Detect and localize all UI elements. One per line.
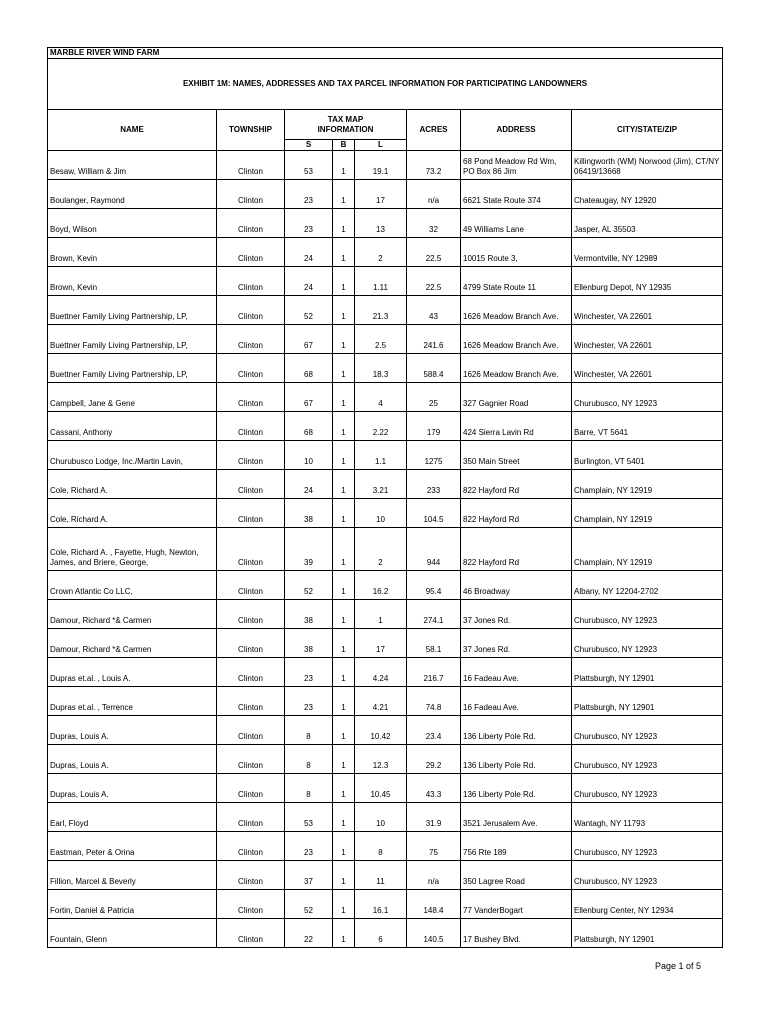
cell-township: Clinton	[217, 600, 285, 629]
table-row	[48, 803, 723, 832]
cell-s: 68	[285, 354, 333, 383]
cell-l: 11	[355, 861, 407, 890]
col-header-name: NAME	[48, 110, 217, 151]
cell-address: 4799 State Route 11	[461, 267, 572, 296]
table-row	[48, 151, 723, 180]
cell-l: 10.42	[355, 716, 407, 745]
cell-b: 1	[333, 861, 355, 890]
table-row	[48, 499, 723, 528]
cell-l: 6	[355, 919, 407, 948]
cell-address: 136 Liberty Pole Rd.	[461, 774, 572, 803]
cell-township: Clinton	[217, 296, 285, 325]
table-row	[48, 354, 723, 383]
cell-acres: 23.4	[407, 716, 461, 745]
cell-b: 1	[333, 716, 355, 745]
cell-name: Buettner Family Living Partnership, LP,	[48, 354, 217, 383]
cell-b: 1	[333, 238, 355, 267]
col-header-l: L	[355, 140, 407, 151]
cell-township: Clinton	[217, 441, 285, 470]
cell-b: 1	[333, 499, 355, 528]
cell-l: 1.1	[355, 441, 407, 470]
cell-address: 49 Williams Lane	[461, 209, 572, 238]
cell-acres: 216.7	[407, 658, 461, 687]
cell-l: 21.3	[355, 296, 407, 325]
cell-acres: n/a	[407, 861, 461, 890]
cell-address: 822 Hayford Rd	[461, 470, 572, 499]
landowner-sheet	[47, 47, 722, 948]
cell-address: 136 Liberty Pole Rd.	[461, 716, 572, 745]
cell-city: Champlain, NY 12919	[572, 528, 723, 571]
cell-city: Killingworth (WM) Norwood (Jim), CT/NY 06419/13668	[572, 151, 723, 180]
table-row	[48, 383, 723, 412]
cell-city: Winchester, VA 22601	[572, 296, 723, 325]
cell-b: 1	[333, 600, 355, 629]
cell-acres: 233	[407, 470, 461, 499]
cell-b: 1	[333, 441, 355, 470]
cell-name: Dupras, Louis A.	[48, 745, 217, 774]
cell-s: 23	[285, 687, 333, 716]
cell-l: 18.3	[355, 354, 407, 383]
cell-b: 1	[333, 296, 355, 325]
cell-township: Clinton	[217, 832, 285, 861]
cell-name: Cassani, Anthony	[48, 412, 217, 441]
cell-s: 23	[285, 180, 333, 209]
cell-s: 8	[285, 745, 333, 774]
cell-l: 19.1	[355, 151, 407, 180]
cell-b: 1	[333, 832, 355, 861]
cell-l: 17	[355, 629, 407, 658]
cell-address: 822 Hayford Rd	[461, 528, 572, 571]
cell-city: Albany, NY 12204-2702	[572, 571, 723, 600]
cell-township: Clinton	[217, 774, 285, 803]
table-row	[48, 861, 723, 890]
cell-acres: 32	[407, 209, 461, 238]
cell-acres: 31.9	[407, 803, 461, 832]
cell-township: Clinton	[217, 325, 285, 354]
cell-acres: 25	[407, 383, 461, 412]
cell-address: 17 Bushey Blvd.	[461, 919, 572, 948]
table-row	[48, 325, 723, 354]
cell-s: 23	[285, 209, 333, 238]
cell-acres: 95.4	[407, 571, 461, 600]
cell-acres: 274.1	[407, 600, 461, 629]
cell-name: Crown Atlantic Co LLC,	[48, 571, 217, 600]
col-header-township: TOWNSHIP	[217, 110, 285, 151]
cell-address: 1626 Meadow Branch Ave.	[461, 325, 572, 354]
cell-b: 1	[333, 890, 355, 919]
cell-address: 424 Sierra Lavin Rd	[461, 412, 572, 441]
table-row	[48, 600, 723, 629]
cell-acres: 140.5	[407, 919, 461, 948]
cell-name: Churubusco Lodge, Inc./Martin Lavin,	[48, 441, 217, 470]
cell-acres: n/a	[407, 180, 461, 209]
cell-s: 67	[285, 325, 333, 354]
cell-township: Clinton	[217, 528, 285, 571]
cell-b: 1	[333, 774, 355, 803]
cell-name: Cole, Richard A.	[48, 470, 217, 499]
cell-s: 8	[285, 716, 333, 745]
cell-township: Clinton	[217, 716, 285, 745]
cell-name: Dupras et.al. , Louis A.	[48, 658, 217, 687]
cell-address: 16 Fadeau Ave.	[461, 658, 572, 687]
cell-s: 37	[285, 861, 333, 890]
cell-address: 37 Jones Rd.	[461, 629, 572, 658]
cell-s: 39	[285, 528, 333, 571]
cell-township: Clinton	[217, 803, 285, 832]
cell-acres: 74.8	[407, 687, 461, 716]
table-row	[48, 267, 723, 296]
cell-l: 4.24	[355, 658, 407, 687]
cell-township: Clinton	[217, 745, 285, 774]
cell-b: 1	[333, 180, 355, 209]
cell-city: Champlain, NY 12919	[572, 499, 723, 528]
cell-township: Clinton	[217, 687, 285, 716]
table-row	[48, 528, 723, 571]
cell-address: 1626 Meadow Branch Ave.	[461, 354, 572, 383]
cell-township: Clinton	[217, 499, 285, 528]
cell-s: 38	[285, 600, 333, 629]
cell-b: 1	[333, 803, 355, 832]
cell-l: 3.21	[355, 470, 407, 499]
cell-township: Clinton	[217, 412, 285, 441]
cell-address: 327 Gagnier Road	[461, 383, 572, 412]
cell-acres: 73.2	[407, 151, 461, 180]
cell-b: 1	[333, 528, 355, 571]
cell-s: 52	[285, 296, 333, 325]
cell-b: 1	[333, 151, 355, 180]
cell-acres: 179	[407, 412, 461, 441]
cell-name: Cole, Richard A. , Fayette, Hugh, Newton, James, and Briere, George,	[48, 528, 217, 571]
cell-l: 16.1	[355, 890, 407, 919]
cell-b: 1	[333, 745, 355, 774]
cell-township: Clinton	[217, 209, 285, 238]
cell-s: 38	[285, 629, 333, 658]
cell-acres: 29.2	[407, 745, 461, 774]
table-row	[48, 441, 723, 470]
cell-city: Champlain, NY 12919	[572, 470, 723, 499]
cell-name: Campbell, Jane & Gene	[48, 383, 217, 412]
cell-l: 10	[355, 803, 407, 832]
cell-city: Ellenburg Center, NY 12934	[572, 890, 723, 919]
cell-city: Churubusco, NY 12923	[572, 629, 723, 658]
col-header-address: ADDRESS	[461, 110, 572, 151]
cell-b: 1	[333, 412, 355, 441]
cell-name: Brown, Kevin	[48, 267, 217, 296]
cell-city: Chateaugay, NY 12920	[572, 180, 723, 209]
col-header-acres: ACRES	[407, 110, 461, 151]
cell-name: Fillion, Marcel & Beverly	[48, 861, 217, 890]
cell-b: 1	[333, 919, 355, 948]
table-row	[48, 296, 723, 325]
cell-acres: 75	[407, 832, 461, 861]
cell-name: Dupras, Louis A.	[48, 716, 217, 745]
cell-city: Churubusco, NY 12923	[572, 861, 723, 890]
cell-s: 23	[285, 832, 333, 861]
table-row	[48, 571, 723, 600]
cell-b: 1	[333, 354, 355, 383]
cell-city: Churubusco, NY 12923	[572, 832, 723, 861]
cell-b: 1	[333, 658, 355, 687]
cell-l: 2.22	[355, 412, 407, 441]
cell-b: 1	[333, 325, 355, 354]
table-row	[48, 774, 723, 803]
col-header-b: B	[333, 140, 355, 151]
table-row	[48, 470, 723, 499]
table-body	[48, 151, 723, 948]
cell-township: Clinton	[217, 180, 285, 209]
table-row	[48, 180, 723, 209]
table-row	[48, 919, 723, 948]
cell-address: 350 Main Street	[461, 441, 572, 470]
cell-s: 24	[285, 238, 333, 267]
cell-city: Plattsburgh, NY 12901	[572, 919, 723, 948]
cell-s: 52	[285, 890, 333, 919]
cell-address: 3521 Jerusalem Ave.	[461, 803, 572, 832]
landowner-table	[47, 47, 723, 948]
cell-acres: 43.3	[407, 774, 461, 803]
table-row	[48, 658, 723, 687]
cell-name: Fountain, Glenn	[48, 919, 217, 948]
cell-city: Wantagh, NY 11793	[572, 803, 723, 832]
cell-b: 1	[333, 383, 355, 412]
cell-address: 10015 Route 3,	[461, 238, 572, 267]
cell-acres: 104.5	[407, 499, 461, 528]
cell-city: Jasper, AL 35503	[572, 209, 723, 238]
cell-l: 1	[355, 600, 407, 629]
cell-city: Churubusco, NY 12923	[572, 600, 723, 629]
cell-l: 2.5	[355, 325, 407, 354]
cell-acres: 148.4	[407, 890, 461, 919]
cell-name: Besaw, William & Jim	[48, 151, 217, 180]
cell-s: 38	[285, 499, 333, 528]
cell-name: Buettner Family Living Partnership, LP,	[48, 325, 217, 354]
table-row	[48, 629, 723, 658]
cell-name: Boulanger, Raymond	[48, 180, 217, 209]
cell-s: 10	[285, 441, 333, 470]
cell-l: 12.3	[355, 745, 407, 774]
cell-address: 1626 Meadow Branch Ave.	[461, 296, 572, 325]
cell-l: 16.2	[355, 571, 407, 600]
cell-s: 22	[285, 919, 333, 948]
table-row	[48, 209, 723, 238]
cell-name: Fortin, Daniel & Patricia	[48, 890, 217, 919]
cell-s: 52	[285, 571, 333, 600]
exhibit-title: EXHIBIT 1M: NAMES, ADDRESSES AND TAX PARCEL INFORMATION FOR PARTICIPATING LANDOWNERS	[48, 59, 723, 110]
cell-s: 24	[285, 470, 333, 499]
cell-city: Churubusco, NY 12923	[572, 716, 723, 745]
cell-township: Clinton	[217, 267, 285, 296]
cell-acres: 22.5	[407, 238, 461, 267]
cell-acres: 43	[407, 296, 461, 325]
cell-city: Ellenburg Depot, NY 12935	[572, 267, 723, 296]
cell-address: 350 Lagree Road	[461, 861, 572, 890]
farm-title: MARBLE RIVER WIND FARM	[48, 48, 723, 59]
cell-township: Clinton	[217, 383, 285, 412]
cell-l: 10	[355, 499, 407, 528]
cell-city: Churubusco, NY 12923	[572, 774, 723, 803]
col-header-s: S	[285, 140, 333, 151]
cell-address: 16 Fadeau Ave.	[461, 687, 572, 716]
cell-l: 4.21	[355, 687, 407, 716]
cell-l: 2	[355, 528, 407, 571]
cell-name: Dupras, Louis A.	[48, 774, 217, 803]
cell-l: 2	[355, 238, 407, 267]
cell-acres: 1275	[407, 441, 461, 470]
cell-township: Clinton	[217, 629, 285, 658]
cell-name: Brown, Kevin	[48, 238, 217, 267]
cell-s: 23	[285, 658, 333, 687]
cell-city: Barre, VT 5641	[572, 412, 723, 441]
cell-b: 1	[333, 470, 355, 499]
cell-s: 67	[285, 383, 333, 412]
cell-city: Winchester, VA 22601	[572, 325, 723, 354]
cell-b: 1	[333, 571, 355, 600]
cell-b: 1	[333, 629, 355, 658]
cell-s: 24	[285, 267, 333, 296]
cell-s: 68	[285, 412, 333, 441]
cell-address: 822 Hayford Rd	[461, 499, 572, 528]
cell-name: Damour, Richard *& Carmen	[48, 629, 217, 658]
cell-l: 1.11	[355, 267, 407, 296]
cell-address: 37 Jones Rd.	[461, 600, 572, 629]
cell-b: 1	[333, 687, 355, 716]
cell-address: 77 VanderBogart	[461, 890, 572, 919]
cell-s: 8	[285, 774, 333, 803]
table-row	[48, 412, 723, 441]
cell-township: Clinton	[217, 919, 285, 948]
cell-township: Clinton	[217, 238, 285, 267]
cell-address: 136 Liberty Pole Rd.	[461, 745, 572, 774]
table-row	[48, 832, 723, 861]
cell-name: Buettner Family Living Partnership, LP,	[48, 296, 217, 325]
table-row	[48, 745, 723, 774]
cell-acres: 22.5	[407, 267, 461, 296]
cell-city: Winchester, VA 22601	[572, 354, 723, 383]
cell-city: Burlington, VT 5401	[572, 441, 723, 470]
cell-l: 10.45	[355, 774, 407, 803]
cell-township: Clinton	[217, 890, 285, 919]
cell-township: Clinton	[217, 470, 285, 499]
cell-township: Clinton	[217, 354, 285, 383]
cell-address: 6621 State Route 374	[461, 180, 572, 209]
cell-township: Clinton	[217, 151, 285, 180]
cell-township: Clinton	[217, 658, 285, 687]
cell-township: Clinton	[217, 861, 285, 890]
cell-city: Plattsburgh, NY 12901	[572, 687, 723, 716]
cell-city: Churubusco, NY 12923	[572, 383, 723, 412]
cell-b: 1	[333, 209, 355, 238]
cell-acres: 241.6	[407, 325, 461, 354]
cell-city: Plattsburgh, NY 12901	[572, 658, 723, 687]
cell-name: Boyd, Wilson	[48, 209, 217, 238]
cell-name: Damour, Richard *& Carmen	[48, 600, 217, 629]
cell-name: Earl, Floyd	[48, 803, 217, 832]
table-row	[48, 238, 723, 267]
cell-b: 1	[333, 267, 355, 296]
cell-address: 46 Broadway	[461, 571, 572, 600]
cell-name: Eastman, Peter & Orina	[48, 832, 217, 861]
cell-township: Clinton	[217, 571, 285, 600]
cell-l: 8	[355, 832, 407, 861]
cell-acres: 944	[407, 528, 461, 571]
cell-acres: 58.1	[407, 629, 461, 658]
cell-s: 53	[285, 803, 333, 832]
cell-l: 13	[355, 209, 407, 238]
col-header-city: CITY/STATE/ZIP	[572, 110, 723, 151]
table-row	[48, 687, 723, 716]
cell-l: 17	[355, 180, 407, 209]
cell-city: Churubusco, NY 12923	[572, 745, 723, 774]
cell-l: 4	[355, 383, 407, 412]
cell-name: Dupras et.al. , Terrence	[48, 687, 217, 716]
col-header-tax-map: TAX MAP INFORMATION	[285, 110, 407, 140]
page-number: Page 1 of 5	[655, 961, 702, 971]
cell-city: Vermontville, NY 12989	[572, 238, 723, 267]
cell-name: Cole, Richard A.	[48, 499, 217, 528]
cell-address: 68 Pond Meadow Rd Wm, PO Box 86 Jim	[461, 151, 572, 180]
cell-acres: 588.4	[407, 354, 461, 383]
cell-address: 756 Rte 189	[461, 832, 572, 861]
cell-s: 53	[285, 151, 333, 180]
table-row	[48, 716, 723, 745]
table-row	[48, 890, 723, 919]
